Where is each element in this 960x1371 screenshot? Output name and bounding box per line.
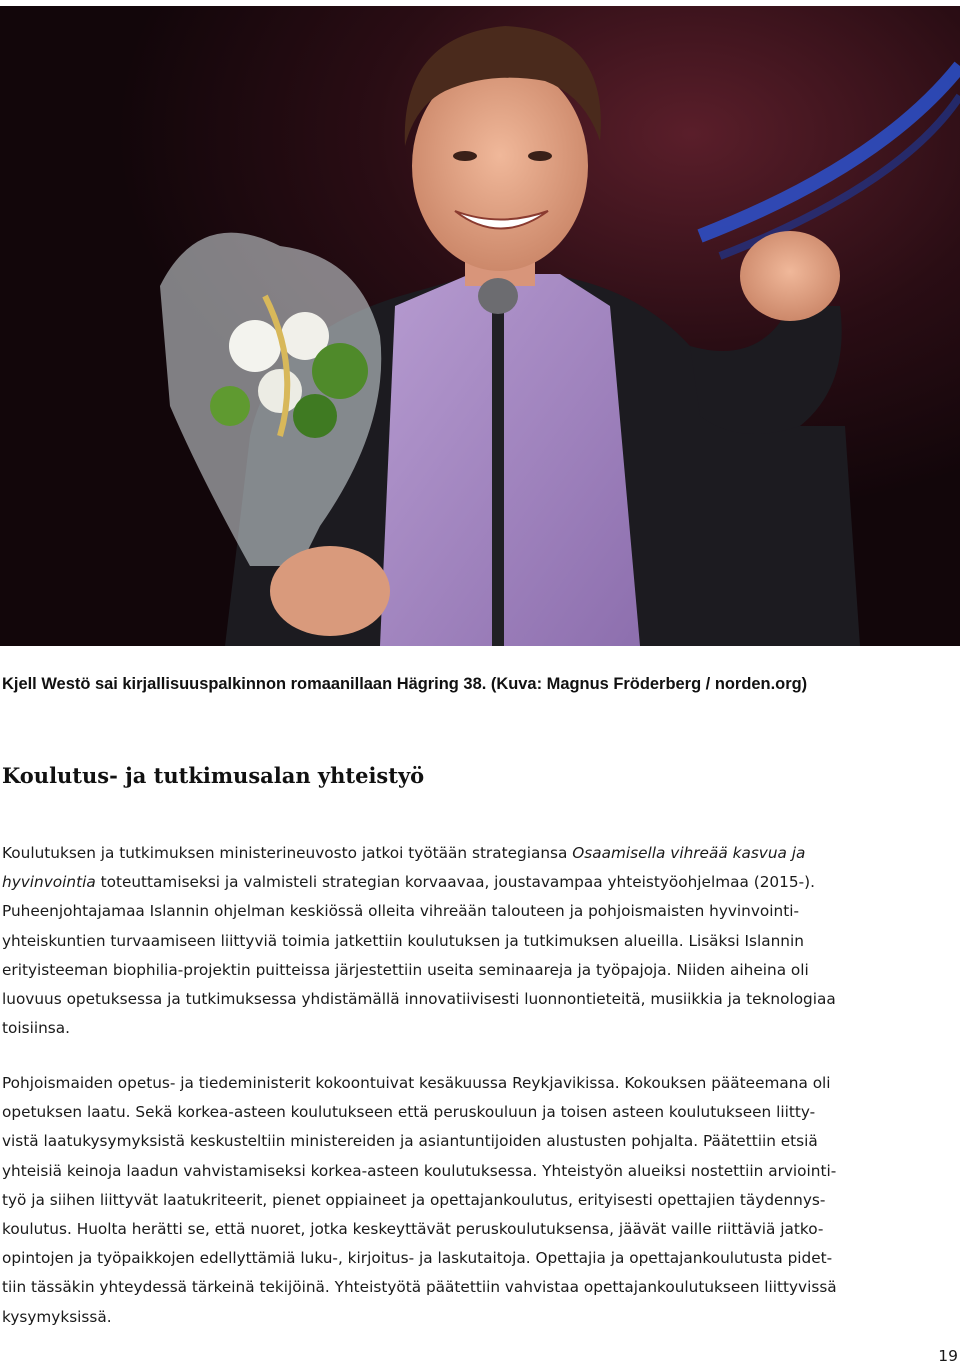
text-line: hyvinvointia toteuttamiseksi ja valmisteli strategian korvaavaa, joustavampaa yhteistyöohjelmaa (2015-). xyxy=(2,873,815,892)
text-line: yhteisiä keinoja laadun vahvistamiseksi korkea-asteen koulutuksessa. Yhteistyön alueiksi nostettiin arviointi- xyxy=(2,1161,837,1180)
text-line: opetuksen laatu. Sekä korkea-asteen koulutukseen että peruskouluun ja toisen asteen koulutukseen liitty- xyxy=(2,1103,816,1122)
text-line: tiin tässäkin yhteydessä tärkeinä tekijöinä. Yhteistyötä päätettiin vahvistaa opettajankoulutukseen liittyvissä xyxy=(2,1278,837,1297)
award-photo xyxy=(0,6,960,646)
paragraph-1 xyxy=(2,839,958,1043)
text-line: Pohjoismaiden opetus- ja tiedeministerit kokoontuivat kesäkuussa Reykjavikissa. Kokouksen pääteemana oli xyxy=(2,1074,831,1092)
photo-caption: Kjell Westö sai kirjallisuuspalkinnon romaanillaan Hägring 38. (Kuva: Magnus Fröderberg / norden.org) xyxy=(2,675,808,693)
text-line: vistä laatukysymyksistä keskusteltiin ministereiden ja asiantuntijoiden alustusten pohjalta. Päätettiin etsiä xyxy=(2,1132,818,1151)
text-line: opintojen ja työpaikkojen edellyttämiä luku-, kirjoitus- ja laskutaitoja. Opettajia ja opettajankoulutusta pidet- xyxy=(2,1249,833,1268)
text-line: luovuus opetuksessa ja tutkimuksessa yhdistämällä innovatiivisesti luonnontieteitä, musiikkia ja teknologiaa xyxy=(2,990,836,1009)
text-line: yhteiskuntien turvaamiseen liittyviä toimia jatkettiin koulutuksen ja tutkimuksen alueilla. Lisäksi Islannin xyxy=(2,931,804,950)
text-line: erityisteeman biophilia-projektin puitteissa järjestettiin useita seminaareja ja työpajoja. Niiden aiheina oli xyxy=(2,960,809,979)
paragraph-2 xyxy=(2,1069,958,1332)
text-line: toisiinsa. xyxy=(2,1019,70,1038)
photo-illustration xyxy=(0,6,960,646)
section-heading: Koulutus- ja tutkimusalan yhteistyö xyxy=(2,763,425,788)
text-line: työ ja siihen liittyvät laatukriteerit, pienet oppiaineet ja opettajankoulutus, erityisesti opettajien täydennys- xyxy=(2,1190,826,1209)
text-line: Puheenjohtajamaa Islannin ohjelman keskiössä olleita vihreään talouteen ja pohjoismaisten hyvinvointi- xyxy=(2,902,799,921)
text-line: koulutus. Huolta herätti se, että nuoret, jotka keskeyttävät peruskoulutuksensa, jäävät vaille riittäviä jatko- xyxy=(2,1220,824,1239)
text-line: Koulutuksen ja tutkimuksen ministerineuvosto jatkoi työtään strategiansa Osaamisella vihreää kasvua ja xyxy=(2,844,806,862)
text-line: kysymyksissä. xyxy=(2,1307,112,1326)
page-number: 19 xyxy=(938,1347,958,1365)
